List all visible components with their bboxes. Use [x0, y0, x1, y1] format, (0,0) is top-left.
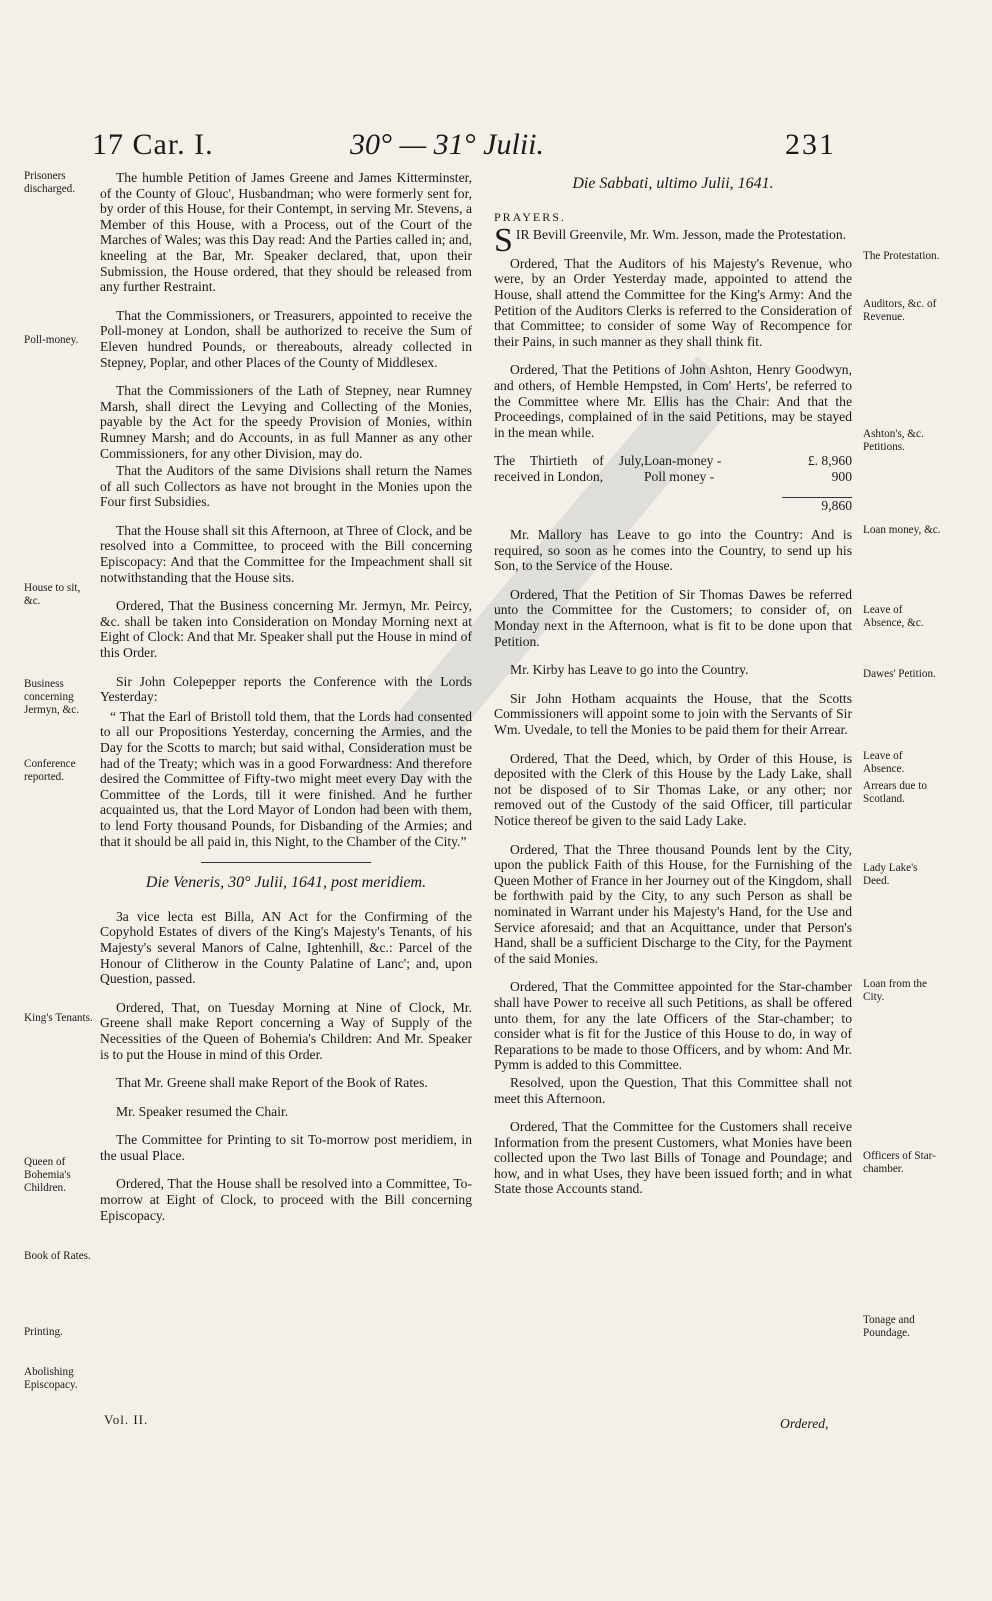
regnal-year: 17 Car. I.	[92, 128, 214, 161]
paragraph-text: IR Bevill Greenvile, Mr. Wm. Jesson, made the Protestation.	[515, 227, 847, 243]
paragraph: Mr. Mallory has Leave to go into the Country: And is required, so soon as he comes into the Country, to send up his Son, to the Service of the House.	[494, 527, 852, 574]
prayers-heading: PRAYERS.	[494, 209, 566, 224]
paragraph	[494, 222, 852, 260]
loan-label: The Thirtieth of July, received in London,	[494, 453, 644, 484]
loan-values	[754, 453, 852, 484]
margin-note: Conference reported.	[24, 758, 76, 783]
margin-note: Tonage and Poundage.	[863, 1314, 915, 1339]
paragraph: The Committee for Printing to sit To-morrow post meridiem, in the usual Place.	[100, 1132, 472, 1163]
left-column	[100, 170, 472, 1236]
paragraph: Ordered, That the Committee for the Customers shall receive Information from the present Customers, what Monies have been collected upon the Two last Bills of Tonage and Poundage; and how, and in what Uses, they have been issued forth; and in what State those Accounts stand.	[494, 1119, 852, 1197]
section-rule	[201, 862, 371, 863]
paragraph: Ordered, That the Deed, which, by Order of this House, is deposited with the Clerk of this House by the Lady Lake, shall not be disposed of to Sir Thomas Lake, or any other; nor removed out of the Custody of the said Officer, till particular Notice thereof be given to the said Lady Lake.	[494, 750, 852, 828]
paragraph: That Mr. Greene shall make Report of the Book of Rates.	[116, 1075, 428, 1091]
margin-note: Business concerning Jermyn, &c.	[24, 678, 79, 716]
right-column	[494, 170, 852, 1210]
paragraph: Ordered, That the Petitions of John Ashton, Henry Goodwyn, and others, of Hemble Hempsted, in Com' Herts', be referred to the Committee where Mr. Ellis has the Chair: And that the Proceedings, complained of in the said Petitions, may be stayed in the mean while.	[494, 362, 852, 440]
margin-note: Queen of Bohemia's Children.	[24, 1156, 71, 1194]
loan-total-value: 9,860	[821, 497, 852, 513]
loan-total	[494, 497, 852, 514]
margin-note: Lady Lake's Deed.	[863, 862, 918, 887]
paragraph: Resolved, upon the Question, That this Committee shall not meet this Afternoon.	[494, 1074, 852, 1106]
margin-note: Prisoners discharged.	[24, 170, 76, 195]
margin-note: Leave of Absence.	[863, 750, 905, 775]
paragraph: Mr. Kirby has Leave to go into the Country.	[510, 662, 749, 678]
loan-value: £. 8,960	[807, 453, 852, 469]
margin-note: Auditors, &c. of Revenue.	[863, 298, 937, 323]
session-heading: Die Veneris, 30° Julii, 1641, post meridiem.	[145, 874, 427, 892]
paragraph: Sir John Hotham acquaints the House, that the Scotts Commissioners will appoint some to join with the Servants of Sir Wm. Uvedale, to tell the Monies to be paid them for their Arrear.	[494, 690, 852, 738]
paragraph: Ordered, That the Auditors of his Majesty's Revenue, who were, by an Order Yesterday made, appointed to attend the House, shall attend the Committee for the King's Army: And the Petition of the Auditors Clerks is referred to the Consideration of that Committee; to consider of some Way of Recompence for their Pains, in such manner as they shall think fit.	[494, 255, 852, 349]
margin-note: Arrears due to Scotland.	[863, 780, 927, 805]
margin-note: Poll-money.	[24, 334, 79, 346]
paragraph: Mr. Speaker resumed the Chair.	[116, 1103, 289, 1119]
volume-signature: Vol. II.	[104, 1412, 149, 1427]
margin-note: Printing.	[24, 1326, 63, 1338]
paragraph: That the Auditors of the same Divisions shall return the Names of all such Collectors as have not brought in the Monies upon the Four first Subsidies.	[100, 463, 472, 510]
paragraph: That the Commissioners of the Lath of Stepney, near Rumney Marsh, shall direct the Levying and Collecting of the Monies, payable by the Act for the speedy Provision of Monies, within Rumney Marsh; and do Accounts, in as full Manner as any other Commissioners, for any other Division, may do.	[100, 383, 472, 461]
margin-note: Officers of Star-chamber.	[863, 1150, 936, 1175]
paragraph: Ordered, That the House shall be resolved into a Committee, To-morrow at Eight of Clock, to proceed with the Bill concerning Episcopacy.	[100, 1176, 472, 1223]
drop-cap: S	[494, 222, 513, 260]
margin-note: Loan money, &c.	[863, 524, 941, 536]
page-number: 231	[785, 128, 836, 161]
margin-note: Abolishing Episcopacy.	[24, 1366, 78, 1391]
paragraph: Sir John Colepepper reports the Conference with the Lords Yesterday:	[100, 673, 472, 705]
paragraph: Ordered, That, on Tuesday Morning at Nine of Clock, Mr. Greene shall make Report concerning a Way of Supply of the Necessities of the Queen of Bohemia's Children: And Mr. Speaker is to put the House in mind of this Order.	[100, 999, 472, 1062]
paragraph: The humble Petition of James Greene and James Kitterminster, of the County of Glouc', Husbandman; who were formerly sent for, by order of this House, for their Contempt, in serving Mr. Stevens, a Member of this House, with a Process, out of the Court of the Marches of Wales; was this Day read: And the Parties called in; and, kneeling at the Bar, Mr. Speaker declared, that, upon their Submission, the House ordered, that they should be released from any further Restraint.	[100, 170, 473, 295]
loan-value: 900	[831, 468, 852, 484]
loan-item: Loan-money -	[644, 453, 722, 469]
margin-note: Book of Rates.	[24, 1250, 91, 1262]
margin-note: Dawes' Petition.	[863, 668, 936, 680]
quoted-report: “ That the Earl of Bristoll told them, that the Lords had consented to all our Propositions Yesterday, concerning the Armies, and the Day for the Scotts to march; but said withal, Consideration must be had of the Treaty; which was in a good Forwardness: And therefore desired the Committee of Fifty-two might meet every Day with the Committee of the Lords, till it were finished. And he further acquainted us, that the Lord Mayor of London had been with them, to lend Forty thousand Pounds, for Disbanding of the Armies; and that it should be all paid in, this Night, to the Chamber of the City.”	[100, 708, 472, 849]
paragraph: 3a vice lecta est Billa, AN Act for the Confirming of the Copyhold Estates of divers of the King's Majesty's Tenants, of his Majesty's several Manors of Calne, Ightenhill, &c.: Parcel of the Honour of Clitherow in the County Palatine of Lanc'; and, upon Question, passed.	[100, 908, 472, 987]
session-heading: Die Sabbati, ultimo Julii, 1641.	[572, 175, 774, 192]
paragraph: Ordered, That the Petition of Sir Thomas Dawes be referred unto the Committee for the Customers; to consider of, on Monday next in the Afternoon, what is fit to be done upon that Petition.	[494, 586, 852, 649]
margin-note: King's Tenants.	[24, 1012, 93, 1024]
loan-items	[644, 453, 754, 484]
margin-note: House to sit, &c.	[24, 582, 81, 607]
catchword: Ordered,	[780, 1416, 829, 1431]
loan-account	[494, 453, 852, 484]
loan-item: Poll money -	[644, 468, 715, 484]
paragraph: Ordered, That the Three thousand Pounds lent by the City, upon the publick Faith of this House, for the Furnishing of the Queen Mother of France in her Journey out of the Kingdom, shall be forthwith paid by the City, to any such Person as shall be nominated in Warrant under his Majesty's Hand, for the Use and Service aforesaid; and that an Acquittance, under that Person's Hand, shall be a sufficient Discharge to the City, for the Payment of the said Monies.	[494, 841, 852, 966]
paragraph: That the Commissioners, or Treasurers, appointed to receive the Poll-money at London, shall be authorized to receive the Sum of Eleven hundred Pounds, or thereabouts, already collected in Stepney, Poplar, and other Places of the County of Middlesex.	[100, 307, 472, 370]
margin-note: Loan from the City.	[863, 978, 927, 1003]
margin-note: The Protestation.	[863, 250, 940, 262]
margin-note: Leave of Absence, &c.	[863, 604, 924, 629]
paragraph: Ordered, That the Business concerning Mr. Jermyn, Mr. Peircy, &c. shall be taken into Consideration on Monday Morning next at Eight of Clock: And that Mr. Speaker shall put the House in mind of this Order.	[100, 598, 472, 661]
paragraph: That the House shall sit this Afternoon, at Three of Clock, and be resolved into a Committee, to proceed with the Bill concerning Episcopacy: And that the Committee for the Impeachment shall sit notwithstanding that the House sits.	[100, 522, 472, 585]
paragraph: Ordered, That the Committee appointed for the Star-chamber shall have Power to receive all such Petitions, as shall be offered unto them, for any the late Officers of the Star-chamber; to consider what is fit for the Justice of this House to do, in way of Reparations to be made to those Officers, and by whom: And Mr. Pymm is added to this Committee.	[494, 979, 852, 1073]
date-heading: 30° — 31° Julii.	[350, 128, 544, 161]
margin-note: Ashton's, &c. Petitions.	[863, 428, 924, 453]
